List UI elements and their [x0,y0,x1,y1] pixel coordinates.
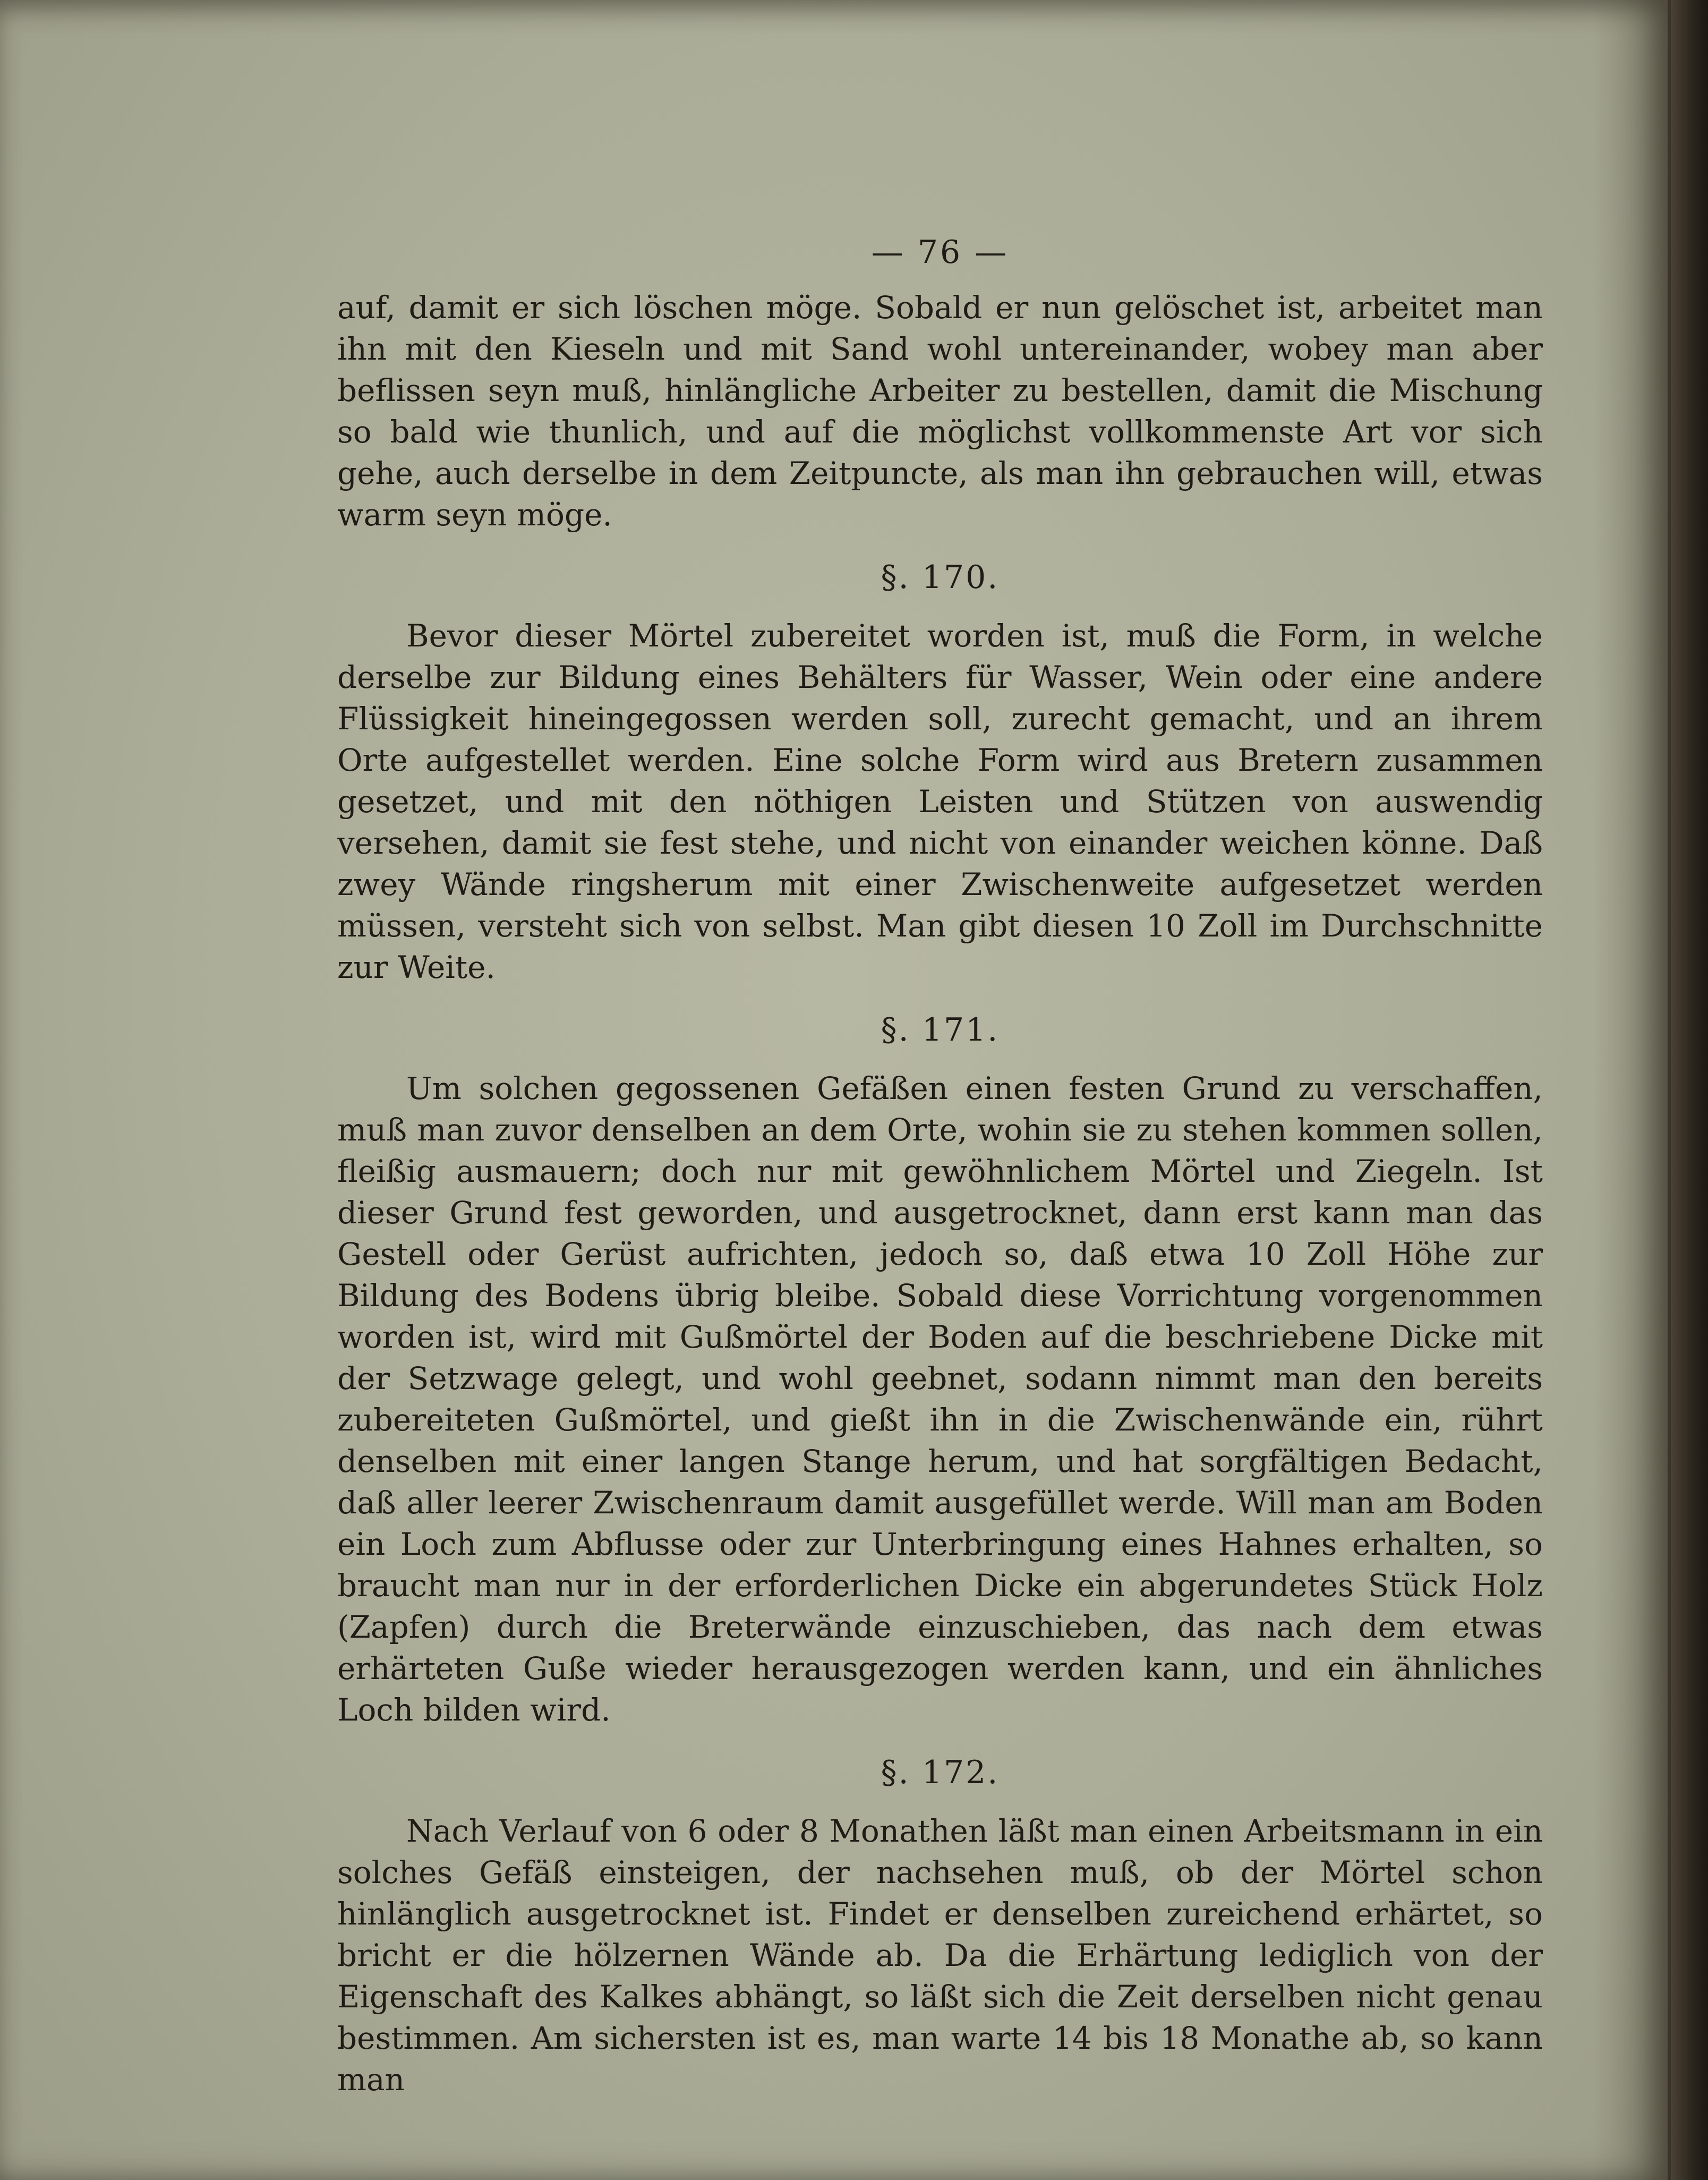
book-binding-edge [1671,0,1708,2180]
section-paragraph-170: Bevor dieser Mörtel zubereitet worden ist, muß die Form, in welche derselbe zur Bildung eines Behälters für Wasser, Wein oder eine andere Flüssigkeit hineingegossen werden soll, zurecht gemacht, und an ihrem Orte aufgestellet werden. Eine solche Form wird aus Bretern zusammen gesetzet, und mit den nöthigen Leisten und Stützen von auswendig versehen, damit sie fest stehe, und nicht von einander weichen könne. Daß zwey Wände ringsherum mit einer Zwischenweite aufgesetzet werden müssen, versteht sich von selbst. Man gibt diesen 10 Zoll im Durchschnitte zur Weite. [337,618,1543,985]
page-text-block [337,228,1543,2100]
section-heading-172: §. 172. [881,1754,1000,1791]
section-heading-171: §. 171. [881,1011,1000,1049]
section-paragraph-171: Um solchen gegossenen Gefäßen einen festen Grund zu verschaffen, muß man zuvor denselben an dem Orte, wohin sie zu stehen kommen sollen, fleißig ausmauern; doch nur mit gewöhnlichem Mörtel und Ziegeln. Ist dieser Grund fest geworden, und ausgetrocknet, dann erst kann man das Gestell oder Gerüst aufrichten, jedoch so, daß etwa 10 Zoll Höhe zur Bildung des Bodens übrig bleibe. Sobald diese Vorrichtung vorgenommen worden ist, wird mit Gußmörtel der Boden auf die beschriebene Dicke mit der Setzwage gelegt, und wohl geebnet, sodann nimmt man den bereits zubereiteten Gußmörtel, und gießt ihn in die Zwischenwände ein, rührt denselben mit einer langen Stange herum, und hat sorgfältigen Bedacht, daß aller leerer Zwischenraum damit ausgefüllet werde. Will man am Boden ein Loch zum Abflusse oder zur Unterbringung eines Hahnes erhalten, so braucht man nur in der erforderlichen Dicke ein abgerundetes Stück Holz (Zapfen) durch die Breterwände einzuschieben, das nach dem etwas erhärteten Guße wieder herausgezogen werden kann, und ein ähnliches Loch bilden wird. [337,1070,1543,1728]
page-number: — 76 — [871,234,1009,271]
section-heading-170: §. 170. [881,559,1000,596]
intro-paragraph: auf, damit er sich löschen möge. Sobald er nun gelöschet ist, arbeitet man ihn mit den Kieseln und mit Sand wohl untereinander, wobey man aber beflissen seyn muß, hinlängliche Arbeiter zu bestellen, damit die Mischung so bald wie thunlich, und auf die möglichst vollkommenste Art vor sich gehe, auch derselbe in dem Zeitpuncte, als man ihn gebrauchen will, etwas warm seyn möge. [337,289,1543,533]
section-paragraph-172: Nach Verlauf von 6 oder 8 Monathen läßt man einen Arbeitsmann in ein solches Gefäß einsteigen, der nachsehen muß, ob der Mörtel schon hinlänglich ausgetrocknet ist. Findet er denselben zureichend erhärtet, so bricht er die hölzernen Wände ab. Da die Erhärtung lediglich von der Eigenschaft des Kalkes abhängt, so läßt sich die Zeit derselben nicht genau bestimmen. Am sichersten ist es, man warte 14 bis 18 Monathe ab, so kann man [337,1813,1543,2098]
